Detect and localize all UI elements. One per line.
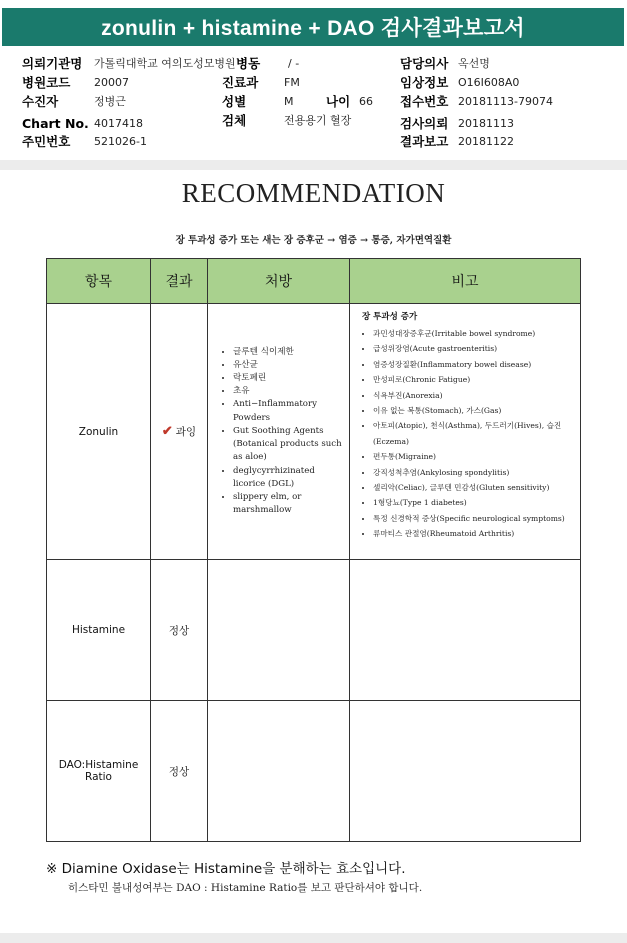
item-cell: DAO:Histamine Ratio <box>47 701 151 842</box>
report-title-bar <box>2 8 624 46</box>
hdr-request-date: 검사의뢰 20181113 <box>400 116 514 131</box>
note-title: 장 투과성 증가 <box>362 312 418 322</box>
result-cell <box>151 304 208 560</box>
list-item: • 셀리악(Celiac), 글루텐 민감성(Gluten sensitivity) <box>373 480 576 495</box>
list-item: • 급성위장염(Acute gastroenteritis) <box>373 341 576 356</box>
hdr-receipt-no: 접수번호 20181113-79074 <box>400 94 553 109</box>
patient-info-header <box>0 54 627 154</box>
list-item: • 이유 없는 복통(Stomach), 가스(Gas) <box>373 403 576 418</box>
list-item: • Anti−Inflammatory Powders <box>233 398 348 424</box>
table-row-zonulin <box>47 304 581 560</box>
result-cell: 정상 <box>151 701 208 842</box>
list-item: • 유산균 <box>233 359 348 372</box>
list-item: • 아토피(Atopic), 천식(Asthma), 두드러기(Hives), 습진(Eczema) <box>373 418 576 449</box>
table-row-dao-ratio <box>47 701 581 842</box>
footnote-line2: 히스타민 불내성여부는 DAO : Histamine Ratio를 보고 판단하셔야 합니다. <box>68 882 423 894</box>
col-header-prescription: 처방 <box>208 259 350 304</box>
col-header-result: 결과 <box>151 259 208 304</box>
table-row-histamine <box>47 560 581 701</box>
col-header-item: 항목 <box>47 259 151 304</box>
hdr-institution: 의뢰기관명 가톨릭대학교 여의도성모병원 <box>22 56 236 71</box>
list-item: • Gut Soothing Agents (Botanical products such as aloe) <box>233 425 348 465</box>
item-cell: Histamine <box>47 560 151 701</box>
recommendation-subtitle: 장 투과성 증가 또는 새는 장 증후군 → 염증 → 통증, 자가면역질환 <box>175 235 452 246</box>
recommendation-table <box>46 258 581 842</box>
list-item: • 염증성장질환(Inflammatory bowel disease) <box>373 357 576 372</box>
list-item: • 편두통(Migraine) <box>373 449 576 464</box>
hdr-chart-no: Chart No. 4017418 <box>22 115 143 131</box>
hdr-clinical-info: 임상정보 O16I608A0 <box>400 75 520 90</box>
list-item: • deglycyrrhizinated licorice (DGL) <box>233 465 348 491</box>
table-header-row <box>47 259 581 304</box>
hdr-doctor: 담당의사 옥선명 <box>400 56 490 71</box>
hdr-dept: 진료과 FM <box>222 75 300 90</box>
footnote-line1: ※ Diamine Oxidase는 Histamine을 분해하는 효소입니다. <box>46 861 406 877</box>
hdr-report-date: 결과보고 20181122 <box>400 134 514 149</box>
list-item: • 과민성대장증후군(Irritable bowel syndrome) <box>373 326 576 341</box>
list-item: • 글루텐 식이제한 <box>233 346 348 359</box>
recommendation-title: RECOMMENDATION <box>181 178 446 208</box>
list-item: • 특정 신경학적 증상(Specific neurological symptoms) <box>373 511 576 526</box>
prescription-cell <box>208 304 350 560</box>
note-cell <box>350 304 581 560</box>
item-cell: Zonulin <box>47 304 151 560</box>
check-icon: ✔ <box>161 424 173 439</box>
list-item: • 류마티스 관절염(Rheumatoid Arthritis) <box>373 526 576 541</box>
list-item: • 강직성척추염(Ankylosing spondylitis) <box>373 465 576 480</box>
hdr-specimen: 검체 전용용기 혈장 <box>222 113 352 128</box>
prescription-cell <box>208 701 350 842</box>
list-item: • 만성피로(Chronic Fatigue) <box>373 372 576 387</box>
list-item: • 락토페린 <box>233 372 348 385</box>
bottom-divider <box>0 933 627 943</box>
list-item: • slippery elm, or marshmallow <box>233 491 348 517</box>
hdr-hospital-code: 병원코드 20007 <box>22 75 129 90</box>
hdr-ward: 병동 / - <box>236 56 300 71</box>
list-item: • 식욕부진(Anorexia) <box>373 388 576 403</box>
prescription-cell <box>208 560 350 701</box>
result-cell: 정상 <box>151 560 208 701</box>
hdr-patient-name: 수진자 정병근 <box>22 94 126 109</box>
hdr-resident-no: 주민번호 521026-1 <box>22 134 147 149</box>
col-header-note: 비고 <box>350 259 581 304</box>
list-item: • 초유 <box>233 385 348 398</box>
list-item: • 1형당뇨(Type 1 diabetes) <box>373 495 576 510</box>
hdr-sex: 성별 M 나이 66 <box>222 94 373 109</box>
note-cell <box>350 560 581 701</box>
prescription-list <box>209 346 348 518</box>
report-title: zonulin + histamine + DAO 검사결과보고서 <box>101 17 525 40</box>
result-value: 과잉 <box>175 426 197 438</box>
note-cell <box>350 701 581 842</box>
section-divider <box>0 160 627 170</box>
note-list <box>362 326 576 542</box>
